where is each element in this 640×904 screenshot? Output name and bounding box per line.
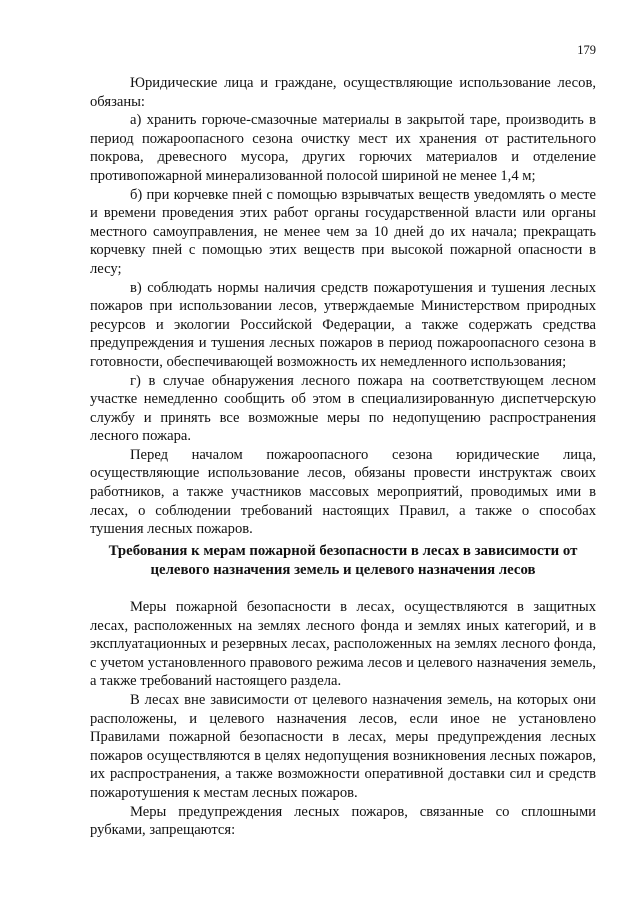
paragraph-clear-cutting: Меры предупреждения лесных пожаров, связанные со сплошными рубками, запрещаются: xyxy=(90,803,596,839)
paragraph-prevention: В лесах вне зависимости от целевого назначения земель, на которых они расположены, и целевого назначения лесов, если иное не установлено Правилами пожарной безопасности в лесах, меры предупреждения лесных пожаров осуществляются в целях недопущения возникновения лесных пожаров, их распространения, а также возможности оперативной доставки сил и средств пожаротушения к местам лесных пожаров. xyxy=(90,691,596,801)
paragraph-measures: Меры пожарной безопасности в лесах, осуществляются в защитных лесах, расположенных на землях лесного фонда и землях иных категорий, и в эксплуатационных и резервных лесах, расположенных на землях лесного фонда, с учетом установленного правового режима лесов и целевого назначения земель, а также требований настоящего раздела. xyxy=(90,599,596,690)
paragraph-briefing: Перед началом пожароопасного сезона юридические лица, осуществляющие использование лесов, обязаны провести инструктаж своих работников, а также участников массовых мероприятий, проводимых ими в лесах, о соблюдении требований настоящих Правил, а также о способах тушения лесных пожаров. xyxy=(90,446,596,538)
paragraph-item-b: б) при корчевке пней с помощью взрывчатых веществ уведомлять о месте и времени проведения этих работ органы государственной власти или органы местного самоуправления, не менее чем за 10 дней до их начала; прекращать корчевку пней с помощью этих веществ при высокой пожарной опасности в лесу; xyxy=(90,186,596,277)
paragraph-item-a: а) хранить горюче-смазочные материалы в закрытой таре, производить в период пожароопасного сезона очистку мест их хранения от растительного покрова, древесного мусора, других горючих материалов и отделение противопожарной минерализованной полосой шириной не менее 1,4 м; xyxy=(90,112,596,184)
section-heading-line-1: Требования к мерам пожарной безопасности в лесах в зависимости от xyxy=(108,543,578,559)
section-heading-line-2: целевого назначения земель и целевого назначения лесов xyxy=(150,562,536,578)
paragraph-intro: Юридические лица и граждане, осуществляющие использование лесов, обязаны: xyxy=(90,75,596,110)
section-requirements xyxy=(90,598,596,840)
page-number: 179 xyxy=(577,43,596,57)
section-obligations xyxy=(90,74,596,539)
paragraph-item-v: в) соблюдать нормы наличия средств пожаротушения и тушения лесных пожаров при использовании лесов, утверждаемые Министерством природных ресурсов и экологии Российской Федерации, а также содержать средства предупреждения и тушения лесных пожаров в период пожароопасного сезона в готовности, обеспечивающей возможность их немедленного использования; xyxy=(90,279,596,370)
section-heading xyxy=(90,542,596,580)
paragraph-item-g: г) в случае обнаружения лесного пожара на соответствующем лесном участке немедленно сообщить об этом в специализированную диспетчерскую службу и принять все возможные меры по недопущению распространения лесного пожара. xyxy=(90,372,596,445)
